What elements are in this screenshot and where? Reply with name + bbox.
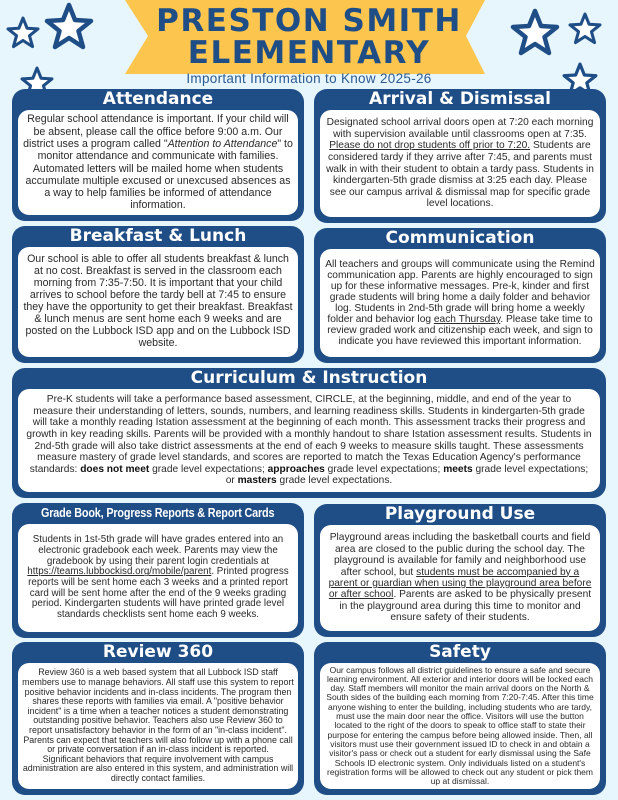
text-segment: meets	[443, 463, 473, 475]
breakfast-lunch-card	[12, 226, 304, 363]
review360-heading: Review 360	[102, 642, 214, 662]
text-segment: grade level expectations; or	[225, 463, 589, 487]
arrival-dismissal-card	[314, 89, 606, 223]
text-segment: students must be accompanied by a parent or guardian when using the playground area before or after school	[328, 566, 592, 601]
text-segment: Designated school arrival doors open at 7:20 each morning with supervision available until classrooms open at 7:35.	[326, 117, 594, 140]
star-icon	[6, 16, 40, 50]
curriculum-card	[12, 368, 606, 498]
text-segment: Students are considered tardy if they arrive after 7:45, and parents must walk in with their student to obtain a tardy pass. Students in kindergarten-5th grade dismiss at 3:25 each day. Please see our campus arrival & dismissal map for specific grade level locations.	[326, 140, 594, 210]
attendance-card	[12, 89, 304, 221]
review360-card	[12, 642, 304, 795]
review360-text	[21, 668, 295, 783]
playground-text	[325, 532, 595, 623]
text-segment: approaches	[267, 463, 325, 475]
text-segment: " to monitor attendance and communicate with families. Automated letters will be mailed home when students accumulate multiple excused or unexcused absences as a way to help families be informed of attendance information.	[25, 137, 293, 212]
text-segment: each Thursday	[433, 314, 501, 325]
subtitle: Important Information to Know 2025-26	[186, 71, 432, 86]
gradebook-card	[12, 503, 304, 638]
safety-heading: Safety	[429, 642, 491, 662]
school-name-line1: PRESTON SMITH	[156, 3, 462, 39]
text-segment: All teachers and groups will communicate using the Remind communication app. Parents are highly encouraged to sign up for these informative messages. Pre-k, kinder and first grade students will bring home a daily folder and behavior log. Students in 2nd-5th grade will bring home a weekly folder and behavior log	[325, 259, 595, 325]
text-segment: does not meet	[80, 463, 150, 475]
playground-card	[314, 504, 606, 637]
text-segment: Our campus follows all district guidelines to ensure a safe and secure learning environment. All exterior and interior doors will be locked each day. Staff members will monitor the main arrival doors on the North & South sides of the building each morning from 7:20-7:45. After this time anyone wishing to enter the building, including students who are tardy, must use the main door near the office. Visitors will use the button located to the right of the doors to speak to office staff to state their purpose for entering the campus before being allowed inside. Then, all visitors must use their government issued ID to check in and obtain a visitor's pass or check out a student for early dismissal using the Safe Schools ID electronic system. Only individuals listed on a student's registration forms will be allowed to check out any student or pick them up at dismissal.	[326, 664, 594, 787]
curriculum-text	[26, 394, 592, 487]
text-segment: Please do not drop students off prior to 7:20.	[329, 140, 531, 152]
text-segment: masters	[237, 475, 277, 487]
text-segment: Pre-K students will take a performance based assessment, CIRCLE, at the beginning, middle, and end of the year to measure their understanding of letters, sounds, numbers, and learning readiness skills. Students in kindergarten-5th grade will take a monthly reading Istation assessment at the beginning of each month. This assessment tracks their progress and growth in key reading skills. Parents will be provided with a monthly handout to share Istation assessment results. Students in 2nd-5th grade will also take district assessments at the end of each 9 weeks to measure skills taught. These assessments measure mastery of grade level standards, and scores are reported to match the Texas Education Agency's performance standards:	[26, 394, 592, 475]
star-icon	[510, 8, 560, 58]
communication-heading: Communication	[385, 228, 535, 248]
text-segment: grade level expectations.	[276, 475, 393, 487]
attendance-heading: Attendance	[102, 89, 214, 109]
text-segment: . Printed progress reports will be sent home each 3 weeks and a printed report card will be sent home after the end of the 9 weeks grading period. Kindergarten students will have printed grade level standards checklists sent home each 9 weeks.	[28, 566, 289, 621]
text-segment: Our school is able to offer all students breakfast & lunch at no cost. Breakfast is served in the classroom each morning from 7:35-7:50. It is important that your child arrives to school before the tardy bell at 7:45 to ensure they have the opportunity to get their breakfast. Breakfast & lunch menus are sent home each 9 weeks and are posted on the Lubbock ISD app and on the Lubbock ISD website.	[23, 253, 293, 349]
school-name-line2: ELEMENTARY	[187, 35, 431, 71]
text-segment: Regular school attendance is important. If your child will be absent, please call the office before 9:00 a.m. Our district uses a program called "	[23, 113, 289, 150]
text-segment: Students in 1st-5th grade will have grades entered into an electronic gradebook each week. Parents may view the gradebook by using their parent login credentials at	[32, 534, 284, 567]
text-segment: Attention to Attendance	[167, 137, 278, 150]
text-segment: grade level expectations;	[324, 463, 444, 475]
text-segment: Significant behaviors that require involvement with campus administration are also entered in this system, and administration will directly contact families.	[22, 753, 294, 783]
curriculum-heading: Curriculum & Instruction	[190, 368, 428, 388]
playground-heading: Playground Use	[384, 504, 536, 524]
star-icon	[44, 2, 94, 52]
breakfast-lunch-text	[23, 254, 293, 349]
text-segment: . Parents are asked to be physically present in the playground area during this time to monitor and ensure safety of their students.	[339, 589, 592, 624]
text-segment: Review 360 is a web based system that all Lubbock ISD staff members use to manage behaviors. All staff use this system to report positive behavior incidents and in-class incidents. The program then shares these reports with families via email. A "positive behavior incident" is a time when a teacher notices a student demonstrating outstanding positive behavior. Teachers also use Review 360 to report unsatisfactory behavior in the form of an "in-class incident". Parents can expect that teachers will also follow up with a phone call or private conversation if an in-class incident is reported.	[22, 667, 294, 755]
attendance-text	[23, 113, 293, 211]
arrival-dismissal-text	[325, 117, 595, 210]
text-segment: . Please take time to review graded work and citizenship each week, and sign to indicate you have reviewed this important information.	[327, 314, 593, 347]
breakfast-lunch-heading: Breakfast & Lunch	[69, 226, 247, 246]
star-icon	[568, 12, 602, 46]
parent-portal-link[interactable]: https://teams.lubbockisd.org/mobile/parent	[27, 566, 212, 578]
safety-text	[322, 666, 598, 787]
text-segment: grade level expectations;	[149, 463, 268, 475]
safety-card	[314, 642, 606, 795]
arrival-dismissal-heading: Arrival & Dismissal	[369, 89, 551, 109]
communication-card	[314, 228, 606, 363]
gradebook-text	[23, 535, 293, 621]
gradebook-heading-text: Grade Book, Progress Reports & Report Cards	[41, 506, 275, 520]
text-segment: Playground areas including the basketball courts and field area are closed to the public during the school day. The playground is available for family and neighborhood use after school, but	[329, 532, 591, 578]
gradebook-heading	[18, 503, 298, 524]
communication-text	[325, 259, 595, 347]
